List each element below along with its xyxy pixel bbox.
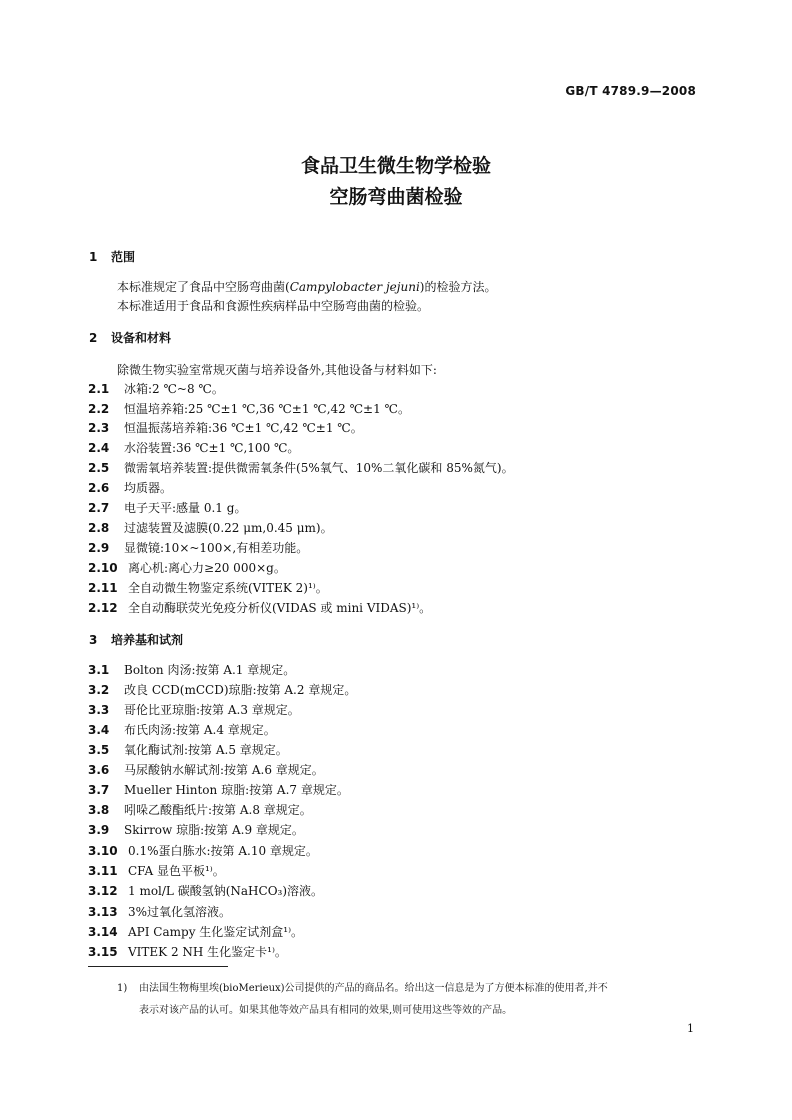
item-number: 2.1 xyxy=(88,382,110,396)
document-title-line2: 空肠弯曲菌检验 xyxy=(329,186,463,208)
item-number: 2.12 xyxy=(88,601,118,615)
item-text: 过滤装置及滤膜(0.22 μm,0.45 μm)。 xyxy=(124,521,333,535)
list-item xyxy=(88,821,304,838)
item-number: 3.4 xyxy=(88,723,110,737)
list-item xyxy=(88,459,514,476)
list-item xyxy=(88,661,295,678)
item-text: 吲哚乙酸酯纸片:按第 A.8 章规定。 xyxy=(124,803,312,817)
item-text: Skirrow 琼脂:按第 A.9 章规定。 xyxy=(124,823,304,837)
item-text: 离心机:离心力≥20 000×g。 xyxy=(128,561,286,575)
page-number: 1 xyxy=(687,1022,694,1035)
list-item xyxy=(88,380,224,397)
document-title-line1: 食品卫生微生物学检验 xyxy=(300,155,491,177)
item-number: 2.10 xyxy=(88,561,118,575)
list-item xyxy=(88,681,356,698)
section-title: 培养基和试剂 xyxy=(111,633,184,647)
item-text: 恒温振荡培养箱:36 ℃±1 ℃,42 ℃±1 ℃。 xyxy=(124,421,363,435)
item-number: 3.11 xyxy=(88,864,118,878)
list-item xyxy=(88,479,172,496)
item-number: 3.2 xyxy=(88,683,110,697)
item-number: 3.1 xyxy=(88,663,110,677)
item-number: 3.8 xyxy=(88,803,110,817)
item-text: Bolton 肉汤:按第 A.1 章规定。 xyxy=(124,663,296,677)
item-number: 2.11 xyxy=(88,581,118,595)
item-number: 2.9 xyxy=(88,541,110,555)
item-text: 1 mol/L 碳酸氢钠(NaHCO₃)溶液。 xyxy=(128,884,324,898)
item-number: 3.6 xyxy=(88,763,110,777)
list-item xyxy=(88,499,246,516)
species-name: Campylobacter jejuni xyxy=(289,280,420,294)
item-text: 水浴装置:36 ℃±1 ℃,100 ℃。 xyxy=(124,441,300,455)
item-number: 2.6 xyxy=(88,481,110,495)
item-text: 恒温培养箱:25 ℃±1 ℃,36 ℃±1 ℃,42 ℃±1 ℃。 xyxy=(124,402,410,416)
section-heading-equipment xyxy=(89,329,171,346)
footnote-rule xyxy=(88,966,228,967)
item-text: API Campy 生化鉴定试剂盒¹⁾。 xyxy=(128,925,304,939)
list-item xyxy=(88,559,286,576)
list-item xyxy=(88,599,431,616)
section-heading-scope xyxy=(89,248,135,265)
item-text: 微需氧培养装置:提供微需氧条件(5%氧气、10%二氧化碳和 85%氮气)。 xyxy=(124,461,514,475)
footnote xyxy=(117,978,707,1022)
item-number: 3.9 xyxy=(88,823,110,837)
item-text: 电子天平:感量 0.1 g。 xyxy=(124,501,247,515)
section-title: 设备和材料 xyxy=(111,331,172,345)
item-text: 马尿酸钠水解试剂:按第 A.6 章规定。 xyxy=(124,763,324,777)
item-number: 3.3 xyxy=(88,703,110,717)
item-number: 3.15 xyxy=(88,945,118,959)
item-number: 2.7 xyxy=(88,501,110,515)
item-text: 3%过氧化氢溶液。 xyxy=(128,905,232,919)
item-text: Mueller Hinton 琼脂:按第 A.7 章规定。 xyxy=(124,783,349,797)
item-text: 冰箱:2 ℃~8 ℃。 xyxy=(124,382,224,396)
scope-paragraph-2: 本标准适用于食品和食源性疾病样品中空肠弯曲菌的检验。 xyxy=(117,299,430,313)
item-text: 氧化酶试剂:按第 A.5 章规定。 xyxy=(124,743,288,757)
item-text: CFA 显色平板¹⁾。 xyxy=(128,864,225,878)
list-item xyxy=(88,781,349,798)
equipment-intro: 除微生物实验室常规灭菌与培养设备外,其他设备与材料如下: xyxy=(117,363,437,377)
item-number: 2.4 xyxy=(88,441,110,455)
item-number: 2.8 xyxy=(88,521,110,535)
list-item xyxy=(88,761,324,778)
item-number: 3.5 xyxy=(88,743,110,757)
item-text: 布氏肉汤:按第 A.4 章规定。 xyxy=(124,723,276,737)
scope-paragraph-1 xyxy=(117,278,496,295)
item-number: 2.3 xyxy=(88,421,110,435)
list-item xyxy=(88,539,308,556)
item-text: 0.1%蛋白胨水:按第 A.10 章规定。 xyxy=(128,844,318,858)
list-item xyxy=(88,903,231,920)
item-number: 3.14 xyxy=(88,925,118,939)
item-text: 均质器。 xyxy=(124,481,173,495)
item-number: 2.2 xyxy=(88,402,110,416)
section-number: 3 xyxy=(89,633,98,647)
item-number: 3.7 xyxy=(88,783,110,797)
list-item xyxy=(88,842,318,859)
list-item xyxy=(88,882,323,899)
item-text: 哥伦比亚琼脂:按第 A.3 章规定。 xyxy=(124,703,300,717)
list-item xyxy=(88,419,363,436)
section-title: 范围 xyxy=(111,250,136,264)
list-item xyxy=(88,862,225,879)
text-segment: 本标准规定了食品中空肠弯曲菌( xyxy=(117,280,290,294)
list-item xyxy=(88,721,276,738)
section-number: 1 xyxy=(89,250,98,264)
section-heading-media-reagents xyxy=(89,631,183,648)
item-text: 显微镜:10×~100×,有相差功能。 xyxy=(124,541,309,555)
item-number: 3.12 xyxy=(88,884,118,898)
footnote-line xyxy=(117,978,707,1000)
section-number: 2 xyxy=(89,331,98,345)
item-text: VITEK 2 NH 生化鉴定卡¹⁾。 xyxy=(128,945,287,959)
item-text: 改良 CCD(mCCD)琼脂:按第 A.2 章规定。 xyxy=(124,683,357,697)
item-number: 3.13 xyxy=(88,905,118,919)
list-item xyxy=(88,701,300,718)
footnote-line: 表示对该产品的认可。如果其他等效产品具有相同的效果,则可使用这些等效的产品。 xyxy=(139,1005,513,1016)
item-number: 3.10 xyxy=(88,844,118,858)
text-segment: )的检验方法。 xyxy=(419,280,497,294)
item-text: 全自动酶联荧光免疫分析仪(VIDAS 或 mini VIDAS)¹⁾。 xyxy=(128,601,432,615)
standard-number: GB/T 4789.9—2008 xyxy=(565,84,696,98)
list-item xyxy=(88,400,410,417)
item-text: 全自动微生物鉴定系统(VITEK 2)¹⁾。 xyxy=(128,581,328,595)
footnote-text: 由法国生物梅里埃(bioMerieux)公司提供的产品的商品名。给出这一信息是为了方便本标准的使用者,并不 xyxy=(139,983,608,994)
list-item xyxy=(88,519,333,536)
item-number: 2.5 xyxy=(88,461,110,475)
list-item xyxy=(88,741,288,758)
list-item xyxy=(88,439,299,456)
footnote-marker: 1) xyxy=(117,983,128,994)
list-item xyxy=(88,923,303,940)
list-item xyxy=(88,579,328,596)
list-item xyxy=(88,801,312,818)
list-item xyxy=(88,943,287,960)
